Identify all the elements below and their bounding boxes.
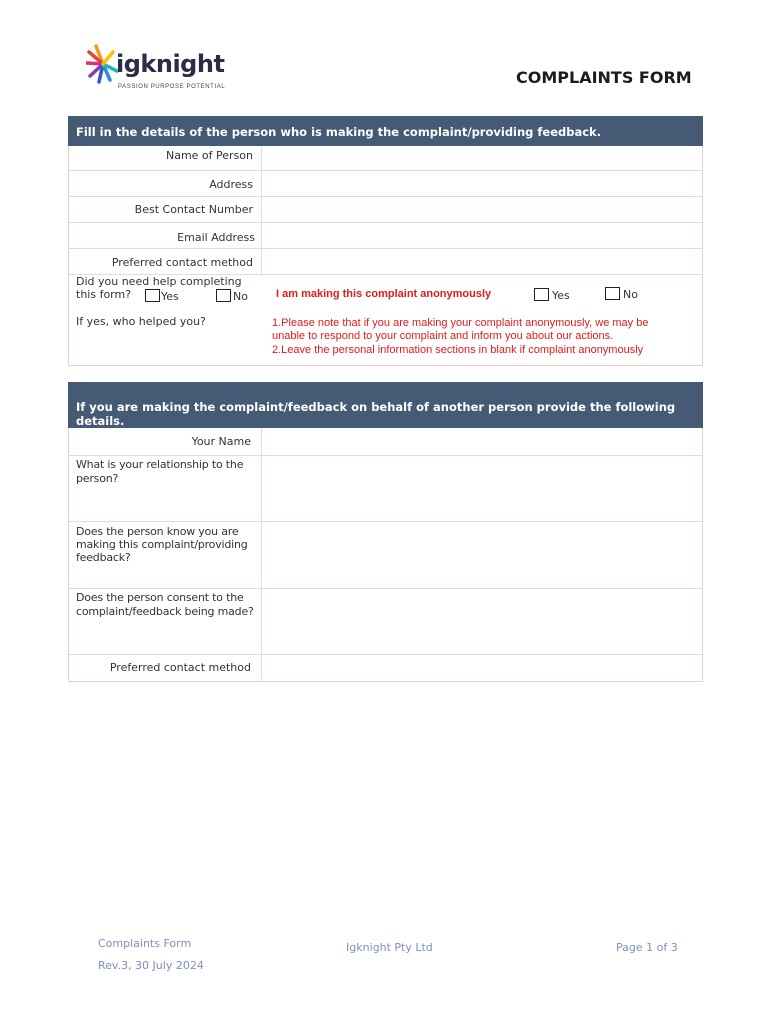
help-question-line2: this form? bbox=[76, 288, 132, 301]
footer-revision: Rev.3, 30 July 2024 bbox=[98, 959, 204, 972]
footer-company: Igknight Pty Ltd bbox=[346, 941, 433, 954]
name-of-person-label: Name of Person bbox=[165, 149, 253, 162]
email-address-field[interactable] bbox=[263, 224, 701, 247]
starburst-logo-icon bbox=[86, 44, 120, 84]
behalf-section-header bbox=[68, 382, 703, 428]
name-of-person-field[interactable] bbox=[263, 147, 701, 169]
anonymous-label: I am making this complaint anonymously bbox=[276, 288, 492, 300]
anonymous-no-checkbox[interactable] bbox=[605, 287, 620, 300]
footer-page-number: Page 1 of 3 bbox=[616, 941, 678, 954]
consent-field[interactable] bbox=[263, 590, 701, 653]
row-divider bbox=[68, 196, 703, 197]
anonymous-yes-checkbox[interactable] bbox=[534, 288, 549, 301]
column-divider bbox=[261, 428, 262, 682]
contact-method-field[interactable] bbox=[263, 656, 701, 680]
helped-by-label: If yes, who helped you? bbox=[76, 315, 206, 328]
help-yes-label: Yes bbox=[161, 290, 179, 303]
help-no-label: No bbox=[233, 290, 248, 303]
knows-label-line2: making this complaint/providing bbox=[76, 538, 248, 551]
relationship-field[interactable] bbox=[263, 457, 701, 520]
address-label: Address bbox=[209, 178, 253, 191]
knows-label-line3: feedback? bbox=[76, 551, 131, 564]
consent-label-line1: Does the person consent to the bbox=[76, 591, 244, 604]
footer-doc-name: Complaints Form bbox=[98, 937, 192, 950]
logo-tagline: PASSION PURPOSE POTENTIAL bbox=[118, 84, 226, 90]
column-divider bbox=[261, 146, 262, 274]
behalf-section-header-text: If you are making the complaint/feedback on behalf of another person provide the following details. bbox=[76, 400, 676, 428]
preferred-contact-method-label: Preferred contact method bbox=[111, 256, 253, 269]
relationship-label-line2: person? bbox=[76, 472, 119, 485]
email-address-label: Email Address bbox=[177, 231, 255, 244]
complainant-section-header bbox=[68, 116, 703, 146]
anonymous-note-line1: 1.Please note that if you are making your complaint anonymously, we may be bbox=[272, 317, 649, 329]
help-no-checkbox[interactable] bbox=[216, 289, 231, 302]
row-divider bbox=[68, 170, 703, 171]
anonymous-no-label: No bbox=[623, 288, 638, 301]
row-divider bbox=[68, 521, 703, 522]
contact-method-label: Preferred contact method bbox=[109, 661, 251, 674]
anonymous-note-line3: 2.Leave the personal information sections in blank if complaint anonymously bbox=[272, 344, 644, 356]
logo-wordmark: igknight bbox=[116, 50, 225, 78]
consent-label-line2: complaint/feedback being made? bbox=[76, 605, 254, 618]
anonymous-note-line2: unable to respond to your complaint and inform you about our actions. bbox=[272, 330, 614, 342]
help-question-line1: Did you need help completing bbox=[76, 275, 242, 288]
row-divider bbox=[68, 588, 703, 589]
knows-label-line1: Does the person know you are bbox=[76, 525, 239, 538]
helped-by-field[interactable] bbox=[76, 330, 256, 360]
relationship-label-line1: What is your relationship to the bbox=[76, 458, 244, 471]
knows-field[interactable] bbox=[263, 523, 701, 587]
your-name-label: Your Name bbox=[191, 435, 251, 448]
preferred-contact-method-field[interactable] bbox=[263, 250, 701, 273]
row-divider bbox=[68, 654, 703, 655]
form-title: COMPLAINTS FORM bbox=[516, 68, 692, 87]
anonymous-yes-label: Yes bbox=[552, 289, 570, 302]
address-field[interactable] bbox=[263, 172, 701, 195]
help-yes-checkbox[interactable] bbox=[145, 289, 160, 302]
your-name-field[interactable] bbox=[263, 430, 701, 454]
row-divider bbox=[68, 248, 703, 249]
company-logo bbox=[86, 42, 226, 96]
row-divider bbox=[68, 455, 703, 456]
best-contact-number-field[interactable] bbox=[263, 198, 701, 221]
row-divider bbox=[68, 222, 703, 223]
best-contact-number-label: Best Contact Number bbox=[134, 203, 253, 216]
complainant-section-header-text: Fill in the details of the person who is making the complaint/providing feedback. bbox=[76, 125, 602, 139]
